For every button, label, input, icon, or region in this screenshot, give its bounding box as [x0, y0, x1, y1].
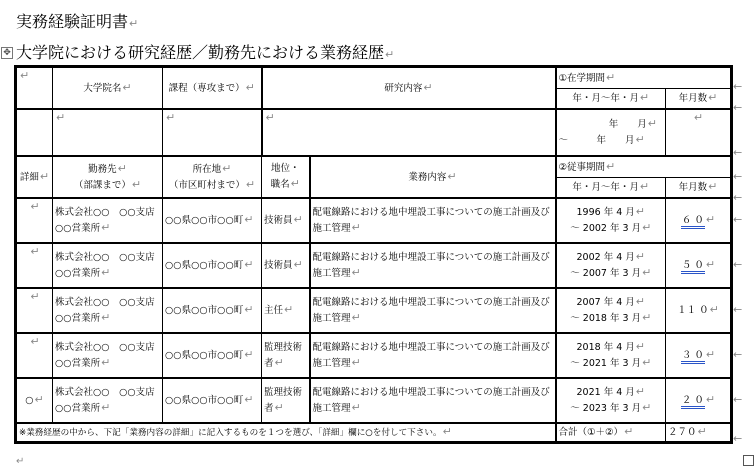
footer-row: [16, 423, 732, 443]
row-content-cell[interactable]: 配電線路における地中埋設工事についての施工計画及び施工管理↵: [310, 378, 556, 423]
row-period-cell[interactable]: 2018 年 4 月↵ ～ 2021 年 3 月↵: [556, 333, 666, 378]
grad-entry-row: [16, 109, 732, 156]
row-years-cell[interactable]: １１ ０↵: [666, 288, 732, 333]
row-content-cell[interactable]: 配電線路における地中埋設工事についての施工計画及び施工管理↵: [310, 243, 556, 288]
row-position-cell[interactable]: 監理技術者↵: [262, 378, 310, 423]
work-content-header: 業務内容↵: [310, 156, 556, 198]
grad-years-header: 年月数↵: [666, 89, 732, 109]
row-end-mark-icon: ←: [733, 146, 743, 159]
row-detail-cell[interactable]: ↵: [16, 243, 53, 288]
work-company-header: 勤務先↵ （部課まで）↵: [53, 156, 163, 198]
row-company-cell[interactable]: 株式会社○○ ○○支店 ○○営業所↵: [53, 333, 163, 378]
work-position-header: 地位・ 職名↵: [262, 156, 310, 198]
experience-table: [14, 65, 733, 444]
grad-period-header: 年・月～年・月↵: [556, 89, 666, 109]
row-position-cell[interactable]: 技術員↵: [262, 243, 310, 288]
row-end-mark-icon: ←: [733, 393, 743, 406]
row-content-cell[interactable]: 配電線路における地中埋設工事についての施工計画及び施工管理↵: [310, 288, 556, 333]
row-years-cell[interactable]: ２ ０ ↵: [666, 378, 732, 423]
row-end-mark-icon: ←: [733, 213, 743, 226]
row-location-cell[interactable]: ○○県○○市○○町↵: [163, 288, 262, 333]
grad-entry-period-bottom: ～ 年 月↵: [558, 133, 645, 146]
row-position-cell[interactable]: 監理技術者↵: [262, 333, 310, 378]
row-period-cell[interactable]: 2021 年 4 月↵ ～ 2023 年 3 月↵: [556, 378, 666, 423]
grad-period-group-header: ①在学期間↵: [556, 67, 732, 89]
work-location-header: 所在地↵ （市区町村まで）↵: [163, 156, 262, 198]
row-content-cell[interactable]: 配電線路における地中埋設工事についての施工計画及び施工管理↵: [310, 198, 556, 243]
table-move-handle-icon[interactable]: ✥: [1, 47, 13, 59]
paragraph-mark-icon: ↵: [16, 456, 25, 467]
table-row: [16, 198, 732, 243]
row-end-mark-icon: ←: [733, 348, 743, 361]
row-location-cell[interactable]: ○○県○○市○○町↵: [163, 333, 262, 378]
row-location-cell[interactable]: ○○県○○市○○町↵: [163, 378, 262, 423]
row-period-cell[interactable]: 2007 年 4 月↵ ～ 2018 年 3 月↵: [556, 288, 666, 333]
row-years-cell[interactable]: ３ ０ ↵: [666, 333, 732, 378]
row-company-cell[interactable]: 株式会社○○ ○○支店 ○○営業所↵: [53, 243, 163, 288]
work-years-header: 年月数↵: [666, 178, 732, 198]
grad-entry-course[interactable]: ↵: [163, 109, 262, 156]
grad-entry-period[interactable]: [556, 109, 666, 156]
row-end-mark-icon: ←: [733, 170, 743, 183]
document-title: [16, 9, 138, 32]
section-title: [16, 40, 394, 63]
grad-entry-detail[interactable]: [16, 109, 53, 156]
paragraph-mark-icon: ↵: [129, 17, 139, 30]
row-years-cell[interactable]: ５ ０ ↵: [666, 243, 732, 288]
work-header-row: [16, 156, 732, 178]
table-row: [16, 378, 732, 423]
row-detail-cell[interactable]: ↵: [16, 288, 53, 333]
section-title-text: 大学院における研究経歴／勤務先における業務経歴: [16, 43, 385, 62]
row-years-cell[interactable]: ６ ０ ↵: [666, 198, 732, 243]
row-position-cell[interactable]: 技術員↵: [262, 198, 310, 243]
row-detail-cell[interactable]: ↵: [16, 333, 53, 378]
footer-note: ※業務経歴の中から、下記「業務内容の詳細」に記入するものを１つを選び、「詳細」欄に○を付して下さい。↵: [16, 423, 556, 443]
row-end-mark-icon: ←: [733, 432, 743, 445]
grad-header-row: [16, 67, 732, 89]
row-detail-cell[interactable]: ↵: [16, 198, 53, 243]
row-end-mark-icon: ←: [733, 101, 743, 114]
row-location-cell[interactable]: ○○県○○市○○町↵: [163, 243, 262, 288]
table-row: [16, 333, 732, 378]
row-end-mark-icon: ←: [733, 258, 743, 271]
grad-corner-cell[interactable]: [16, 67, 53, 109]
row-end-mark-icon: ←: [733, 303, 743, 316]
grad-entry-research[interactable]: ↵: [262, 109, 556, 156]
table-row: [16, 243, 732, 288]
grad-course-header: 課程（専攻まで）↵: [163, 67, 262, 109]
row-company-cell[interactable]: 株式会社○○ ○○支店 ○○営業所↵: [53, 378, 163, 423]
row-end-mark-icon: ←: [733, 80, 743, 93]
row-content-cell[interactable]: 配電線路における地中埋設工事についての施工計画及び施工管理↵: [310, 333, 556, 378]
grad-entry-period-top: 年 月↵: [608, 117, 658, 130]
grad-entry-school[interactable]: ↵: [53, 109, 163, 156]
grad-school-header: 大学院名↵: [53, 67, 163, 109]
paragraph-mark-icon: ↵: [20, 69, 30, 82]
row-position-cell[interactable]: 主任↵: [262, 288, 310, 333]
grad-research-header: 研究内容↵: [262, 67, 556, 109]
total-label: 合計（①＋②）↵: [556, 423, 666, 443]
end-of-cell-icon[interactable]: [743, 455, 754, 466]
table-row: [16, 288, 732, 333]
paragraph-mark-icon: ↵: [385, 48, 395, 61]
row-company-cell[interactable]: 株式会社○○ ○○支店 ○○営業所↵: [53, 198, 163, 243]
row-end-mark-icon: ←: [733, 191, 743, 204]
work-period-header: 年・月～年・月↵: [556, 178, 666, 198]
document-title-text: 実務経験証明書: [16, 12, 129, 31]
row-location-cell[interactable]: ○○県○○市○○町↵: [163, 198, 262, 243]
work-period-group-header: ②従事期間↵: [556, 156, 732, 178]
grad-entry-years[interactable]: ↵: [666, 109, 732, 156]
work-detail-header: 詳細↵: [16, 156, 53, 198]
total-value[interactable]: ２７０↵: [666, 423, 732, 443]
row-detail-cell[interactable]: ○↵: [16, 378, 53, 423]
row-company-cell[interactable]: 株式会社○○ ○○支店 ○○営業所↵: [53, 288, 163, 333]
row-period-cell[interactable]: 1996 年 4 月↵ ～ 2002 年 3 月↵: [556, 198, 666, 243]
row-period-cell[interactable]: 2002 年 4 月↵ ～ 2007 年 3 月↵: [556, 243, 666, 288]
